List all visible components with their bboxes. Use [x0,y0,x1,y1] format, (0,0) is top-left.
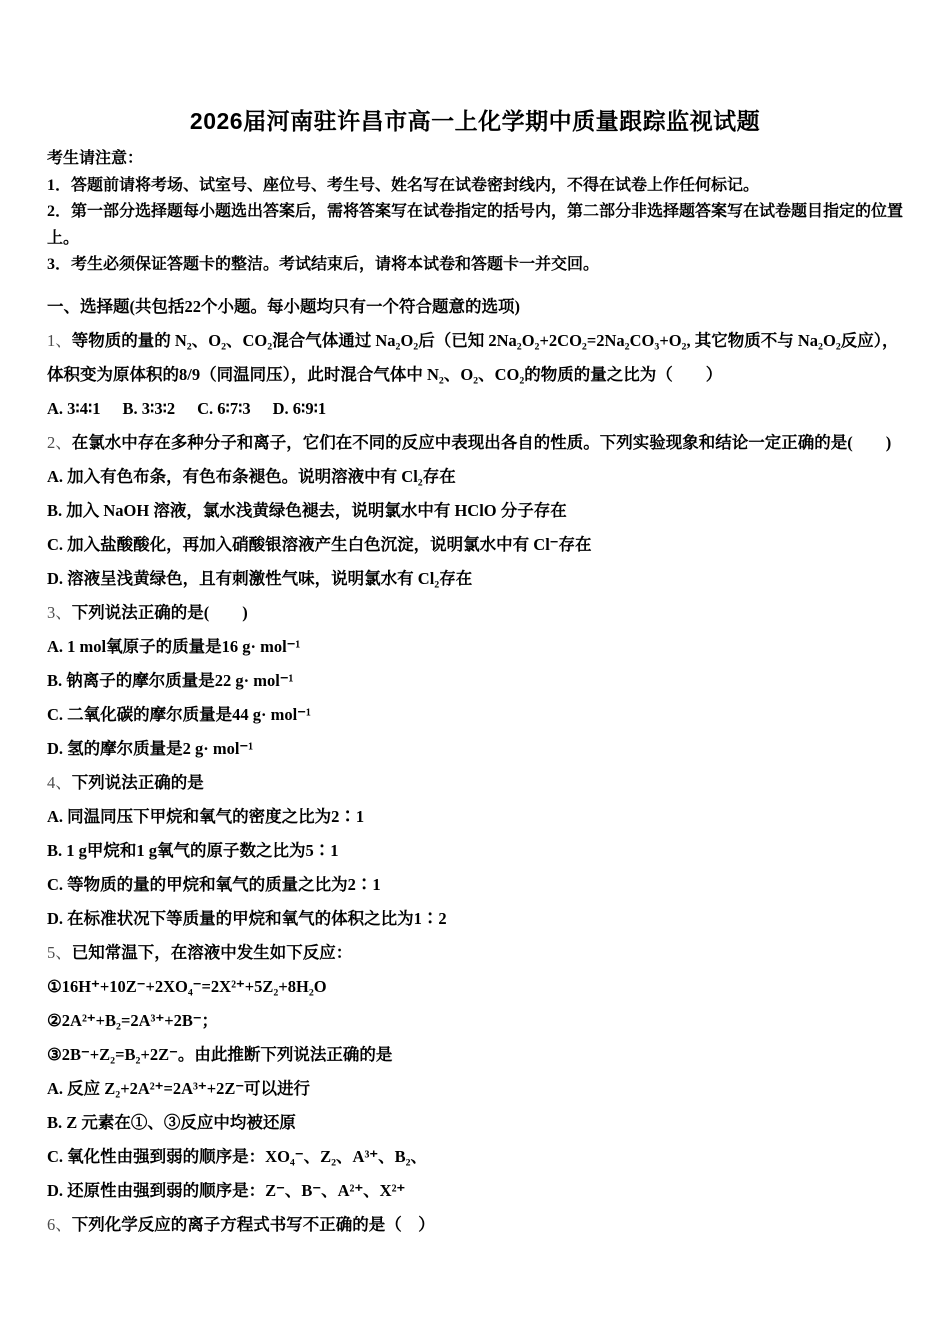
question-number: 6、 [47,1214,72,1234]
option: A. 加入有色布条，有色布条褪色。说明溶液中有 Cl₂存在 [47,466,456,486]
option: B. 加入 NaOH 溶液，氯水浅黄绿色褪去，说明氯水中有 HClO 分子存在 [47,500,567,520]
question-number: 2、 [47,432,72,452]
notice-heading: 考生请注意： [47,150,144,167]
question-block [47,426,903,596]
question-text: 下列说法正确的是 [71,772,204,792]
option: B. 3∶3∶2 [122,398,176,418]
option: D. 6∶9∶1 [272,398,327,418]
question-block [47,596,903,766]
option: B. Z 元素在①、③反应中均被还原 [47,1112,296,1132]
equation-line: ③2B⁻+Z₂=B₂+2Z⁻。由此推断下列说法正确的是 [47,1044,393,1064]
questions [47,324,903,1242]
notice-item: 1．答题前请将考场、试室号、座位号、考生号、姓名写在试卷密封线内，不得在试卷上作任何标记。 [47,176,760,194]
question-stem [47,1208,903,1242]
option: A. 3∶4∶1 [47,398,101,418]
option: A. 1 mol氧原子的质量是16 g· mol⁻¹ [47,636,301,656]
option: B. 1 g甲烷和1 g氧气的原子数之比为5∶1 [47,840,339,860]
question-stem [47,766,903,800]
question-text: 已知常温下，在溶液中发生如下反应： [71,942,353,962]
option: D. 在标准状况下等质量的甲烷和氧气的体积之比为1∶2 [47,908,447,928]
equation-line: ①16H⁺+10Z⁻+2XO₄⁻=2X²⁺+5Z₂+8H₂O [47,976,327,996]
question-stem [47,426,903,460]
notice-item: 3．考生必须保证答题卡的整洁。考试结束后，请将本试卷和答题卡一并交回。 [47,256,600,273]
question-block [47,324,903,426]
question-number: 4、 [47,772,72,792]
option: D. 氢的摩尔质量是2 g· mol⁻¹ [47,738,254,758]
option: B. 钠离子的摩尔质量是22 g· mol⁻¹ [47,670,294,690]
equation-line: ②2A²⁺+B₂=2A³⁺+2B⁻； [47,1010,219,1030]
section-heading: 一、选择题(共包括22个小题。每小题均只有一个符合题意的选项) [47,296,520,316]
option: C. 加入盐酸酸化，再加入硝酸银溶液产生白色沉淀，说明氯水中有 Cl⁻存在 [47,534,592,554]
question-text: 下列化学反应的离子方程式书写不正确的是（ ） [71,1214,435,1234]
question-text: 下列说法正确的是( ) [71,602,248,622]
question-stem [47,936,903,970]
question-stem [47,596,903,630]
option: C. 6∶7∶3 [197,398,251,418]
question-number: 5、 [47,942,72,962]
option: A. 反应 Z₂+2A²⁺=2A³⁺+2Z⁻可以进行 [47,1078,311,1098]
question-text: 等物质的量的 N₂、O₂、CO₂混合气体通过 Na₂O₂后（已知 2Na₂O₂+2CO₂=2Na₂CO₃+O₂, 其它物质不与 Na₂O₂反应），体积变为原体积的8/9（同温同压），此时混合气体中 N₂、O₂、CO₂的物质的量之比为（ ） [47,330,899,384]
question-number: 1、 [47,330,72,350]
question-stem [47,324,903,392]
option: C. 等物质的量的甲烷和氧气的质量之比为2∶1 [47,874,381,894]
option: A. 同温同压下甲烷和氧气的密度之比为2∶1 [47,806,365,826]
option: D. 还原性由强到弱的顺序是：Z⁻、B⁻、A²⁺、X²⁺ [47,1180,406,1200]
question-block [47,766,903,936]
question-text: 在氯水中存在多种分子和离子，它们在不同的反应中表现出各自的性质。下列实验现象和结论一定正确的是( ) [71,432,892,452]
page-title: 2026届河南驻许昌市高一上化学期中质量跟踪监视试题 [189,108,761,134]
options-row [47,392,903,426]
option: D. 溶液呈浅黄绿色，且有刺激性气味，说明氯水有 Cl₂存在 [47,568,473,588]
question-block [47,936,903,1208]
notice-section [47,146,903,279]
option: C. 氧化性由强到弱的顺序是：XO₄⁻、Z₂、A³⁺、B₂、 [47,1146,428,1166]
option: C. 二氧化碳的摩尔质量是44 g· mol⁻¹ [47,704,311,724]
question-block [47,1208,903,1242]
notice-item: 2．第一部分选择题每小题选出答案后，需将答案写在试卷指定的括号内，第二部分非选择题答案写在试卷题目指定的位置上。 [47,203,904,247]
question-number: 3、 [47,602,72,622]
